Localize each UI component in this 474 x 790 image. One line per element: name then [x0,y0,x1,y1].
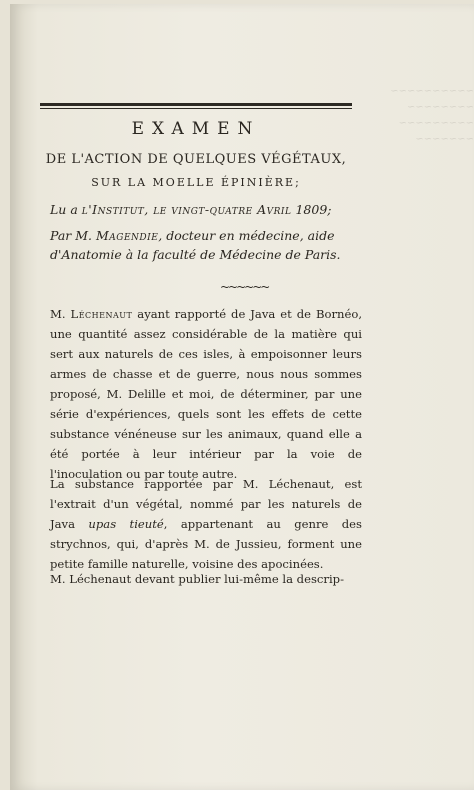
reading-note-prefix: Lu a [50,202,82,217]
paragraph-2-text-a: La substance rapportée par M. Léchenaut, est l'extrait d'un végétal, nommé par les naturels de Java [50,477,362,531]
reading-note [50,202,352,217]
paragraph-1-name: Léchenaut [70,307,133,321]
paragraph-2-term: upas tieuté [88,517,164,531]
paragraph-1 [50,304,362,484]
book-page [10,4,474,790]
reading-note-date: 1809; [291,202,332,217]
author-prefix: Par M. [50,228,96,243]
title-examen: EXAMEN [131,119,261,139]
author-role: , docteur en médecine, aide d'Anatomie à la faculté de Médecine de Paris. [50,228,341,262]
author-line [50,226,362,264]
show-through-text: ~~~~~~~~~~ ~~~~~~~~ ~~~~~~~~~ ~~~~~~~ [390,86,474,145]
paragraph-2 [50,474,362,574]
paragraph-1-text: ayant rapporté de Java et de Bornéo, une quantité assez considérable de la matière qui sert aux naturels de ces isles, à empoisonner leurs armes de chasse et de guerre, nous nous sommes proposé, M. Delille et moi, de déterminer, par une série d'expériences, quels sont les effets de cette substance vénéneuse sur les animaux, quand elle a été portée à leur intérieur par la voie de l'inoculation ou par toute autre. [50,307,362,481]
paragraph-3: M. Léchenaut devant publier lui-même la descrip- [50,572,344,586]
ornament-divider: ~~~~~~ [220,280,269,294]
paragraph-2-text-b: , appartenant au genre des strychnos, qui, d'après M. de Jussieu, forment une petite famille naturelle, voisine des apocinées. [50,517,362,571]
title-line-3: SUR LA MOELLE ÉPINIÈRE; [91,176,301,189]
title-line-2: DE L'ACTION DE QUELQUES VÉGÉTAUX, [45,152,347,167]
header-rule [40,103,352,109]
author-name: Magendie [96,228,159,243]
paragraph-1-lead: M. [50,307,71,321]
reading-note-institute: l'Institut, le vingt-quatre Avril [81,202,292,217]
